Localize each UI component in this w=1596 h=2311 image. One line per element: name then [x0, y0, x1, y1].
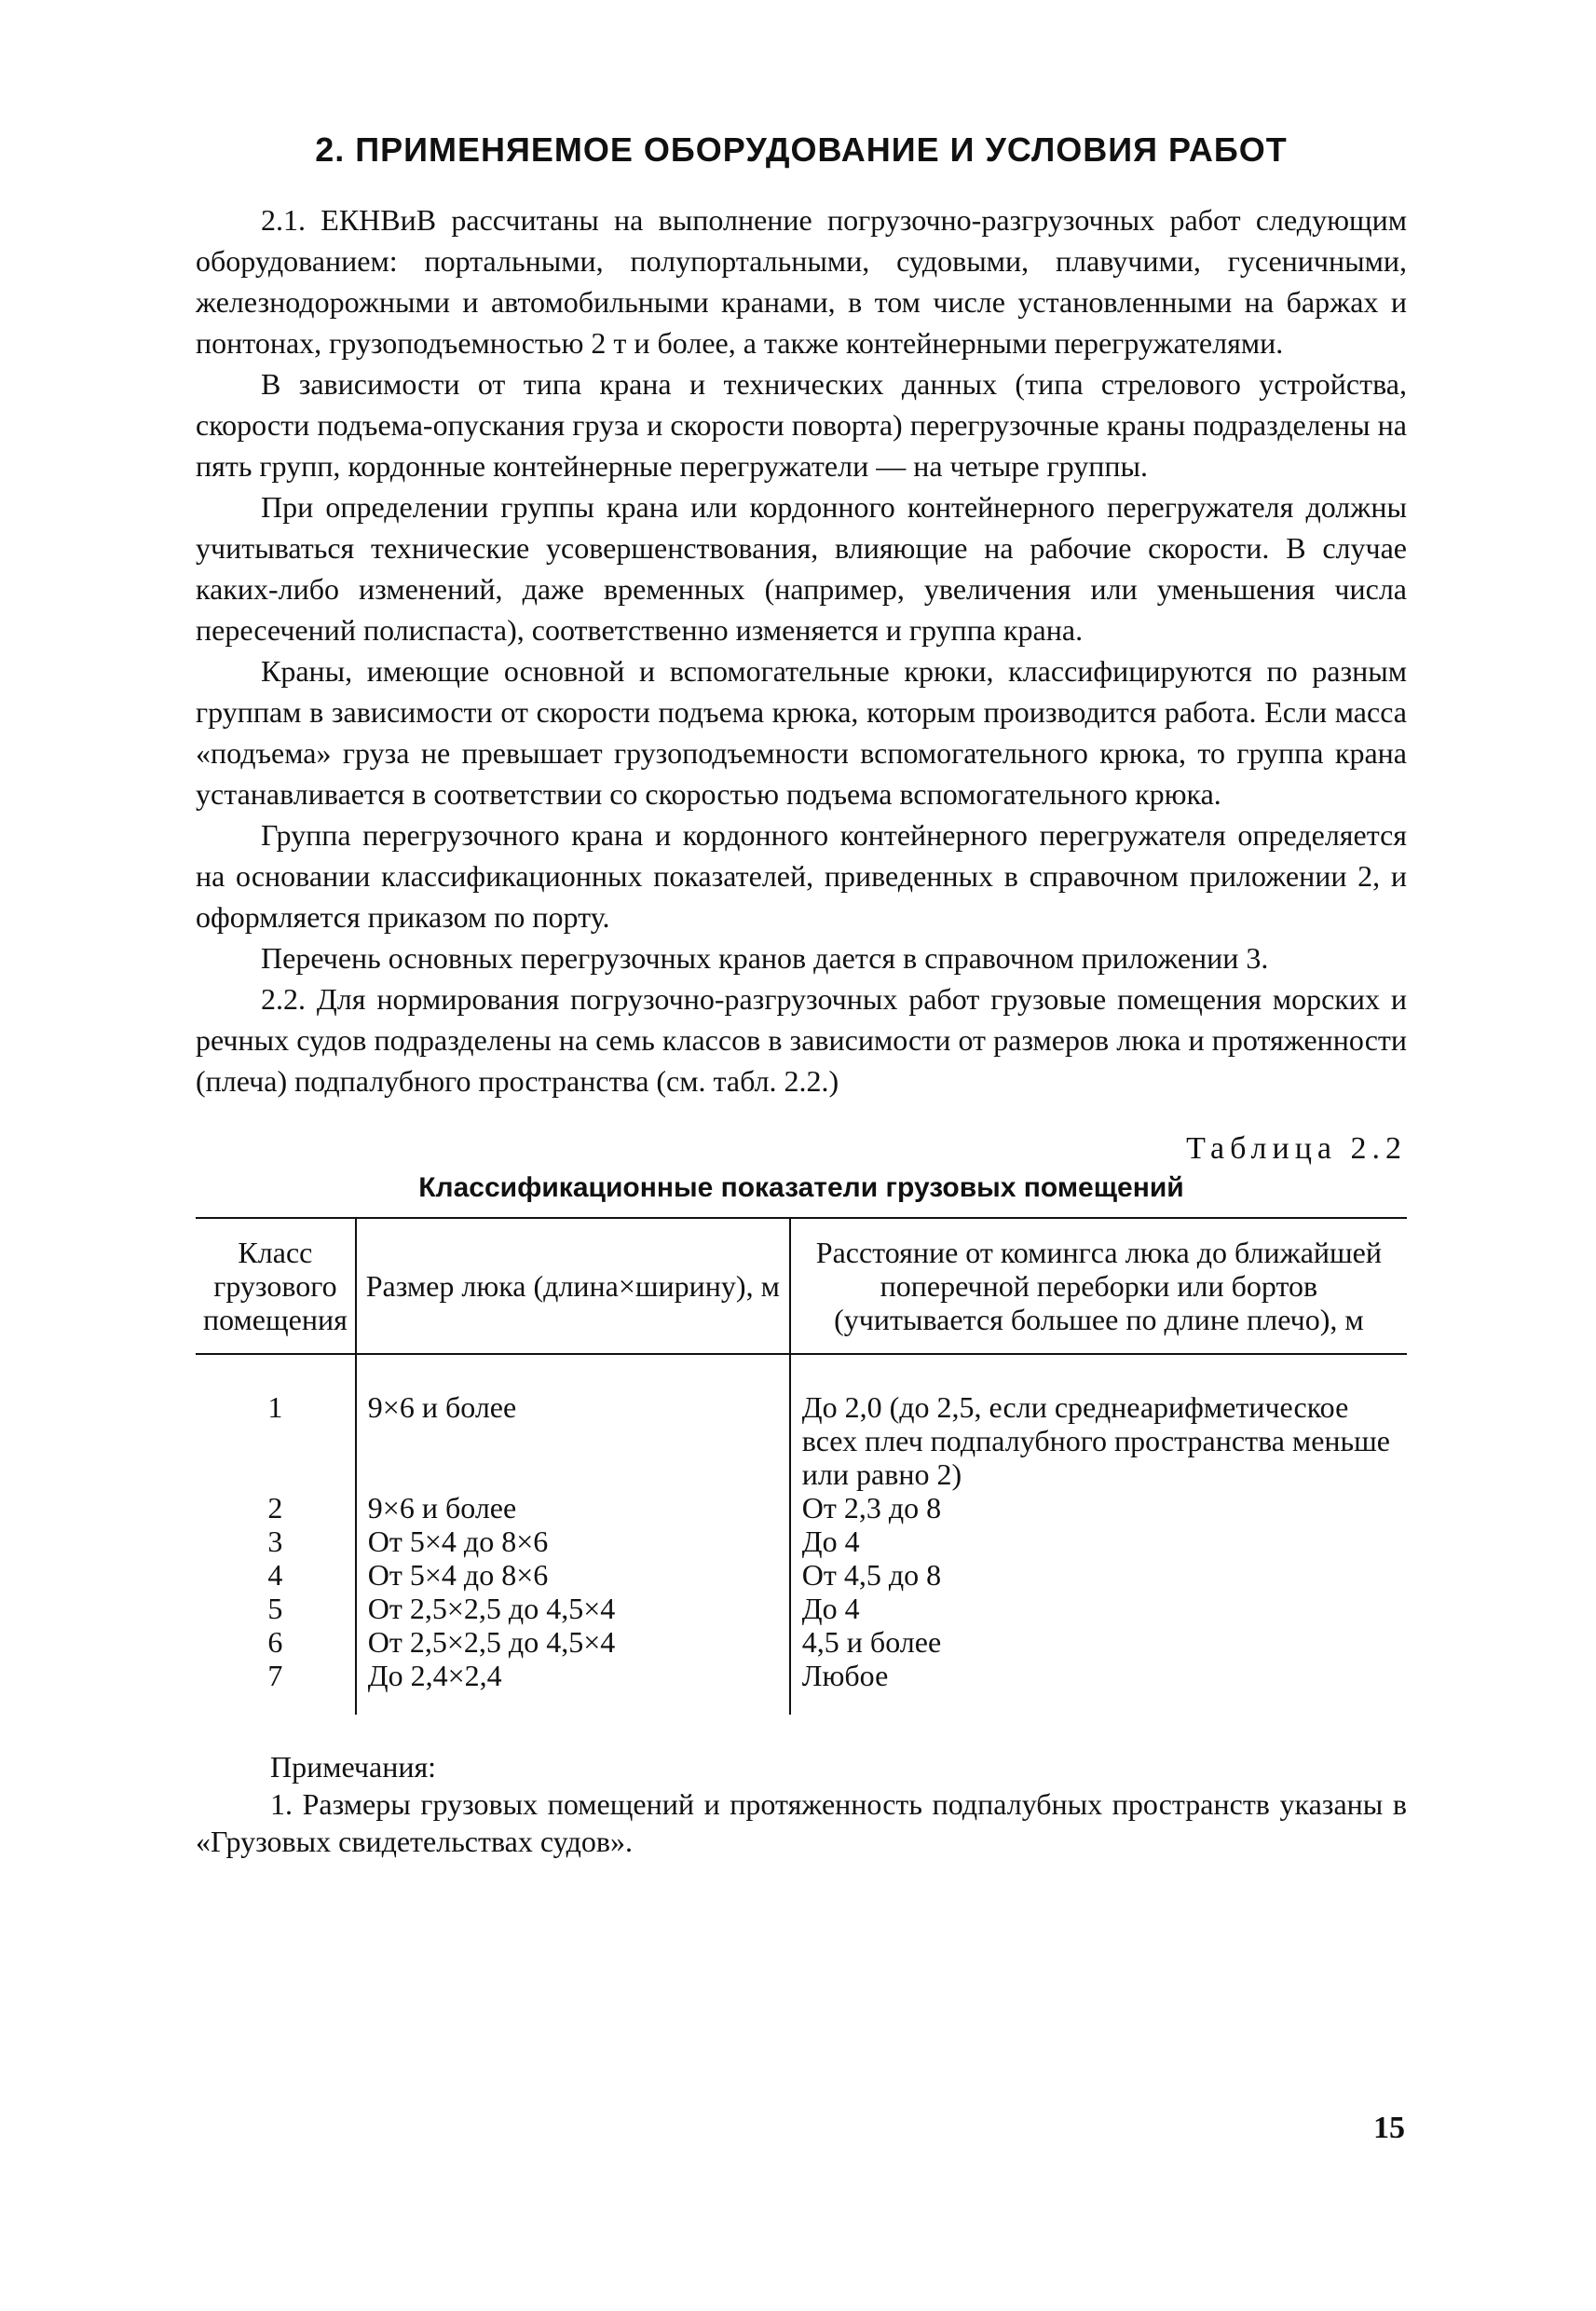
note-item: 1. Размеры грузовых помещений и протяженность подпалубных пространств указаны в «Грузовых свидетельствах судов». — [196, 1787, 1407, 1858]
classification-table — [196, 1217, 1407, 1715]
table-title: Классификационные показатели грузовых помещений — [418, 1172, 1184, 1203]
header-hatch-size: Размер люка (длина×ширину), м — [356, 1218, 790, 1354]
paragraph-crane-groups: В зависимости от типа крана и технических данных (типа стрелового устройства, скорости подъема-опускания груза и скорости поворта) перегрузочные краны подразделены на пять групп, кордонные контейнерные перегружатели — на четыре группы. — [196, 367, 1407, 483]
table-row — [196, 1625, 1407, 1659]
cell-distance: Любое — [790, 1659, 1407, 1715]
cell-distance: От 4,5 до 8 — [790, 1558, 1407, 1592]
table-row — [196, 1659, 1407, 1715]
cell-distance: До 4 — [790, 1592, 1407, 1625]
paragraph-group-definition: При определении группы крана или кордонного контейнерного перегружателя должны учитываться технические усовершенствования, влияющие на рабочие скорости. В случае каких-либо изменений, даже временных (например, увеличения или уменьшения числа пересечений полиспаста), соответственно изменяется и группа крана. — [196, 490, 1407, 647]
paragraph-group-order: Группа перегрузочного крана и кордонного контейнерного перегружателя определяется на основании классификационных показателей, приведенных в справочном приложении 2, и оформляется приказом по порту. — [196, 818, 1407, 934]
cell-class: 4 — [267, 1558, 283, 1592]
cell-distance: До 4 — [790, 1525, 1407, 1558]
paragraph-hooks: Краны, имеющие основной и вспомогательные крюки, классифицируются по разным группам в зависимости от скорости подъема крюка, которым производится работа. Если масса «подъема» груза не превышает грузоподъемности вспомогательного крюка, то группа крана устанавливается в соответствии со скоростью подъема вспомогательного крюка. — [196, 654, 1407, 811]
cell-class: 2 — [267, 1491, 283, 1525]
table-row — [196, 1525, 1407, 1558]
cell-class: 1 — [267, 1390, 283, 1424]
cell-size: От 5×4 до 8×6 — [356, 1558, 790, 1592]
cell-class: 6 — [267, 1625, 283, 1659]
cell-distance: 4,5 и более — [790, 1625, 1407, 1659]
cell-distance: От 2,3 до 8 — [790, 1491, 1407, 1525]
table-header-row — [196, 1218, 1407, 1354]
cell-size: 9×6 и более — [356, 1491, 790, 1525]
cell-class: 7 — [267, 1659, 283, 1692]
table-row — [196, 1592, 1407, 1625]
paragraph-2-2: 2.2. Для нормирования погрузочно-разгрузочных работ грузовые помещения морских и речных судов подразделены на семь классов в зависимости от размеров люка и протяженности (плеча) подпалубного пространства (см. табл. 2.2.) — [196, 982, 1407, 1098]
page-number: 15 — [1373, 2111, 1405, 2145]
table-row — [196, 1354, 1407, 1491]
paragraph-2-1: 2.1. ЕКНВиВ рассчитаны на выполнение погрузочно-разгрузочных работ следующим оборудованием: портальными, полупортальными, судовыми, плавучими, гусеничными, железнодорожными и автомобильными кранами, в том числе установленными на баржах и понтонах, грузоподъемностью 2 т и более, а также контейнерными перегружателями. — [196, 203, 1407, 360]
header-class: Класс грузового помещения — [196, 1218, 356, 1354]
cell-size: От 5×4 до 8×6 — [356, 1525, 790, 1558]
document-page — [196, 130, 1407, 1860]
cell-class: 3 — [267, 1525, 283, 1558]
table-caption: Таблица 2.2 — [1186, 1131, 1407, 1166]
notes-heading: Примечания: — [270, 1750, 437, 1784]
cell-size: От 2,5×2,5 до 4,5×4 — [356, 1625, 790, 1659]
paragraph-crane-list: Перечень основных перегрузочных кранов дается в справочном приложении 3. — [261, 941, 1269, 975]
table-row — [196, 1558, 1407, 1592]
table-row — [196, 1491, 1407, 1525]
cell-size: До 2,4×2,4 — [356, 1659, 790, 1715]
notes-block — [196, 1748, 1407, 1860]
cell-size: От 2,5×2,5 до 4,5×4 — [356, 1592, 790, 1625]
cell-size: 9×6 и более — [356, 1354, 790, 1491]
cell-distance: До 2,0 (до 2,5, если среднеарифметическое всех плеч подпалубного пространства меньше или равно 2) — [790, 1354, 1407, 1491]
header-distance: Расстояние от комингса люка до ближайшей поперечной переборки или бортов (учитывается большее по длине плечо), м — [790, 1218, 1407, 1354]
section-heading: 2. ПРИМЕНЯЕМОЕ ОБОРУДОВАНИЕ И УСЛОВИЯ РАБОТ — [315, 130, 1288, 169]
cell-class: 5 — [267, 1592, 283, 1625]
